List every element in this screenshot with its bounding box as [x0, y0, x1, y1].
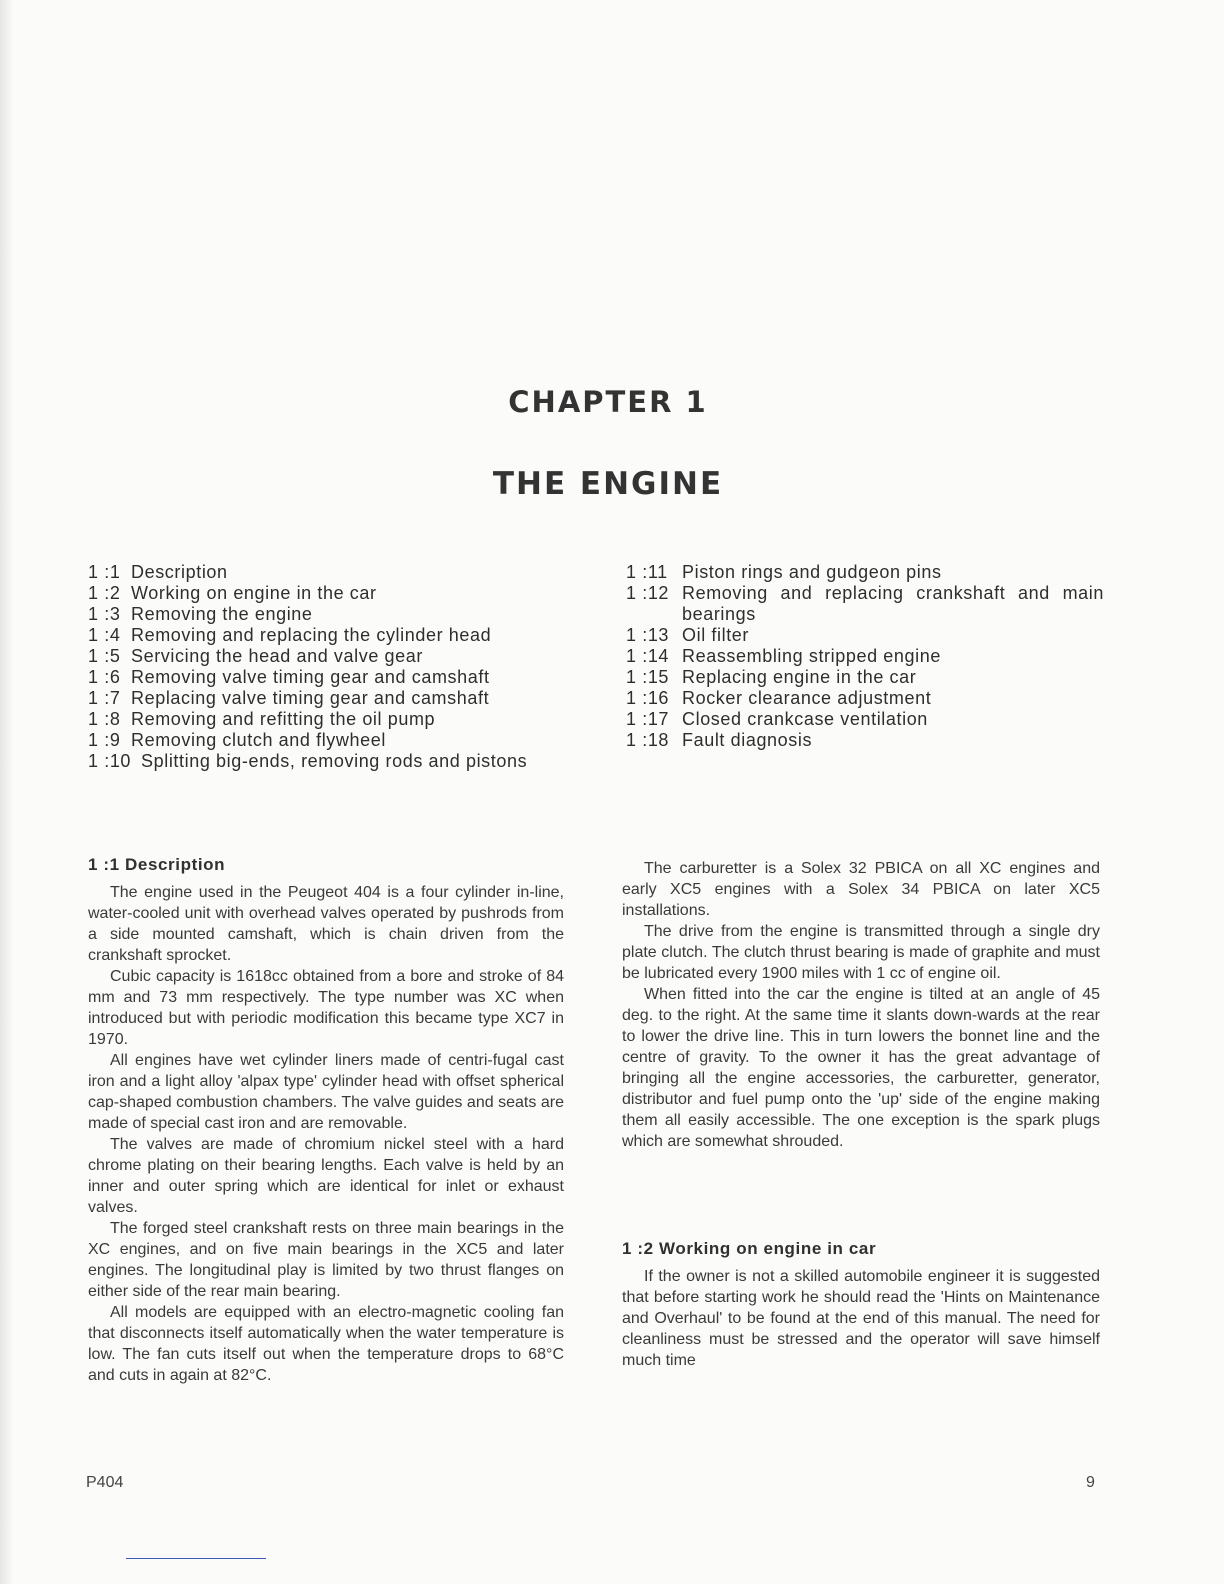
body-paragraph: All engines have wet cylinder liners made of centri-fugal cast iron and a light alloy 'alpax type' cylinder head with offset spherical cap-shaped combustion chambers. The valve guides and seats are made of special cast iron and are removable.	[88, 1052, 564, 1132]
toc-item-label: Working on engine in the car	[131, 583, 377, 603]
toc-item-number: 1 :12	[626, 583, 670, 603]
toc-item-number: 1 :1	[88, 562, 121, 582]
toc-item-label: Removing and replacing crankshaft and main bearings	[682, 583, 1104, 624]
toc-left-column	[88, 562, 538, 772]
toc-item-number: 1 :18	[626, 730, 670, 750]
bottom-rule-line	[126, 1558, 266, 1559]
toc-item	[626, 625, 1104, 646]
toc-item-number: 1 :4	[88, 625, 121, 645]
toc-item	[88, 625, 538, 646]
toc-item	[626, 667, 1104, 688]
toc-item	[626, 688, 1104, 709]
toc-item-number: 1 :2	[88, 583, 121, 603]
page-number: 9	[1086, 1474, 1095, 1491]
toc-item-label: Description	[131, 562, 228, 582]
toc-item-label: Reassembling stripped engine	[682, 646, 941, 666]
toc-item-label: Splitting big-ends, removing rods and pistons	[141, 751, 528, 771]
toc-item	[88, 730, 538, 751]
toc-item-label: Rocker clearance adjustment	[682, 688, 932, 708]
toc-item	[626, 730, 1104, 751]
page-edge-shadow	[0, 0, 14, 1584]
toc-item	[88, 562, 538, 583]
body-left-column	[88, 854, 564, 1386]
toc-item-label: Oil filter	[682, 625, 750, 645]
toc-item-number: 1 :6	[88, 667, 121, 687]
body-paragraph: The forged steel crankshaft rests on three main bearings in the XC engines, and on five main bearings in the XC5 and later engines. The longitudinal play is limited by two thrust flanges on either side of the rear main bearing.	[88, 1220, 564, 1300]
toc-item-number: 1 :10	[88, 751, 132, 771]
toc-item-label: Replacing engine in the car	[682, 667, 917, 687]
toc-item	[626, 709, 1104, 730]
section-heading-description: 1 :1 Description	[88, 855, 226, 874]
toc-item-label: Piston rings and gudgeon pins	[682, 562, 942, 582]
toc-item-label: Fault diagnosis	[682, 730, 813, 750]
footer-book-code: P404	[86, 1474, 124, 1491]
toc-item-label: Removing and replacing the cylinder head	[131, 625, 492, 645]
toc-item-label: Removing clutch and flywheel	[131, 730, 386, 750]
toc-item-label: Removing valve timing gear and camshaft	[131, 667, 490, 687]
toc-item-label: Removing and refitting the oil pump	[131, 709, 436, 729]
toc-item-number: 1 :13	[626, 625, 670, 645]
toc-item-number: 1 :15	[626, 667, 670, 687]
toc-item	[626, 562, 1104, 583]
toc-item	[88, 751, 538, 772]
toc-item	[626, 583, 1104, 625]
toc-item	[88, 709, 538, 730]
toc-item-number: 1 :11	[626, 562, 668, 582]
toc-item	[88, 583, 538, 604]
body-paragraph: The drive from the engine is transmitted through a single dry plate clutch. The clutch thrust bearing is made of graphite and must be lubricated every 1900 miles with 1 cc of engine oil.	[622, 923, 1100, 982]
toc-right-column	[626, 562, 1104, 751]
toc-item-number: 1 :9	[88, 730, 121, 750]
body-right-column	[622, 858, 1100, 1371]
toc-item	[88, 646, 538, 667]
toc-item-number: 1 :3	[88, 604, 121, 624]
body-paragraph: If the owner is not a skilled automobile engineer it is suggested that before starting work he should read the 'Hints on Maintenance and Overhaul' to be found at the end of this manual. The need for cleanliness must be stressed and the operator will save himself much time	[622, 1268, 1100, 1369]
body-paragraph: The valves are made of chromium nickel steel with a hard chrome plating on their bearing lengths. Each valve is held by an inner and outer spring which are identical for inlet or exhaust valves.	[88, 1136, 564, 1216]
toc-item-label: Closed crankcase ventilation	[682, 709, 928, 729]
toc-item	[88, 667, 538, 688]
chapter-number: CHAPTER 1	[508, 385, 708, 419]
toc-item-number: 1 :17	[626, 709, 670, 729]
body-paragraph: The engine used in the Peugeot 404 is a four cylinder in-line, water-cooled unit with overhead valves operated by pushrods from a side mounted camshaft, which is chain driven from the crankshaft sprocket.	[88, 884, 564, 964]
toc-item-label: Replacing valve timing gear and camshaft	[131, 688, 490, 708]
toc-item	[626, 646, 1104, 667]
body-paragraph: All models are equipped with an electro-magnetic cooling fan that disconnects itself automatically when the water temperature is low. The fan cuts itself out when the temperature drops to 68°C and cuts in again at 82°C.	[88, 1304, 564, 1384]
section-heading-working-on-engine: 1 :2 Working on engine in car	[622, 1239, 877, 1258]
body-paragraph: The carburetter is a Solex 32 PBICA on all XC engines and early XC5 engines with a Solex 34 PBICA on later XC5 installations.	[622, 860, 1100, 919]
toc-item-number: 1 :8	[88, 709, 121, 729]
toc-item-number: 1 :7	[88, 688, 121, 708]
toc-item-number: 1 :16	[626, 688, 670, 708]
body-paragraph: Cubic capacity is 1618cc obtained from a bore and stroke of 84 mm and 73 mm respectively. The type number was XC when introduced but with periodic modification this became type XC7 in 1970.	[88, 968, 564, 1048]
toc-item	[88, 604, 538, 625]
body-paragraph: When fitted into the car the engine is tilted at an angle of 45 deg. to the right. At the same time it slants down-wards at the rear to lower the drive line. This in turn lowers the bonnet line and the centre of gravity. To the owner it has the great advantage of bringing all the engine accessories, the carburetter, generator, distributor and fuel pump onto the 'up' side of the engine making them all easily accessible. The one exception is the spark plugs which are somewhat shrouded.	[622, 986, 1100, 1150]
toc-item-label: Servicing the head and valve gear	[131, 646, 423, 666]
toc-item-number: 1 :14	[626, 646, 670, 666]
chapter-title: THE ENGINE	[492, 466, 724, 502]
toc-item-number: 1 :5	[88, 646, 121, 666]
toc-item	[88, 688, 538, 709]
toc-item-label: Removing the engine	[131, 604, 313, 624]
